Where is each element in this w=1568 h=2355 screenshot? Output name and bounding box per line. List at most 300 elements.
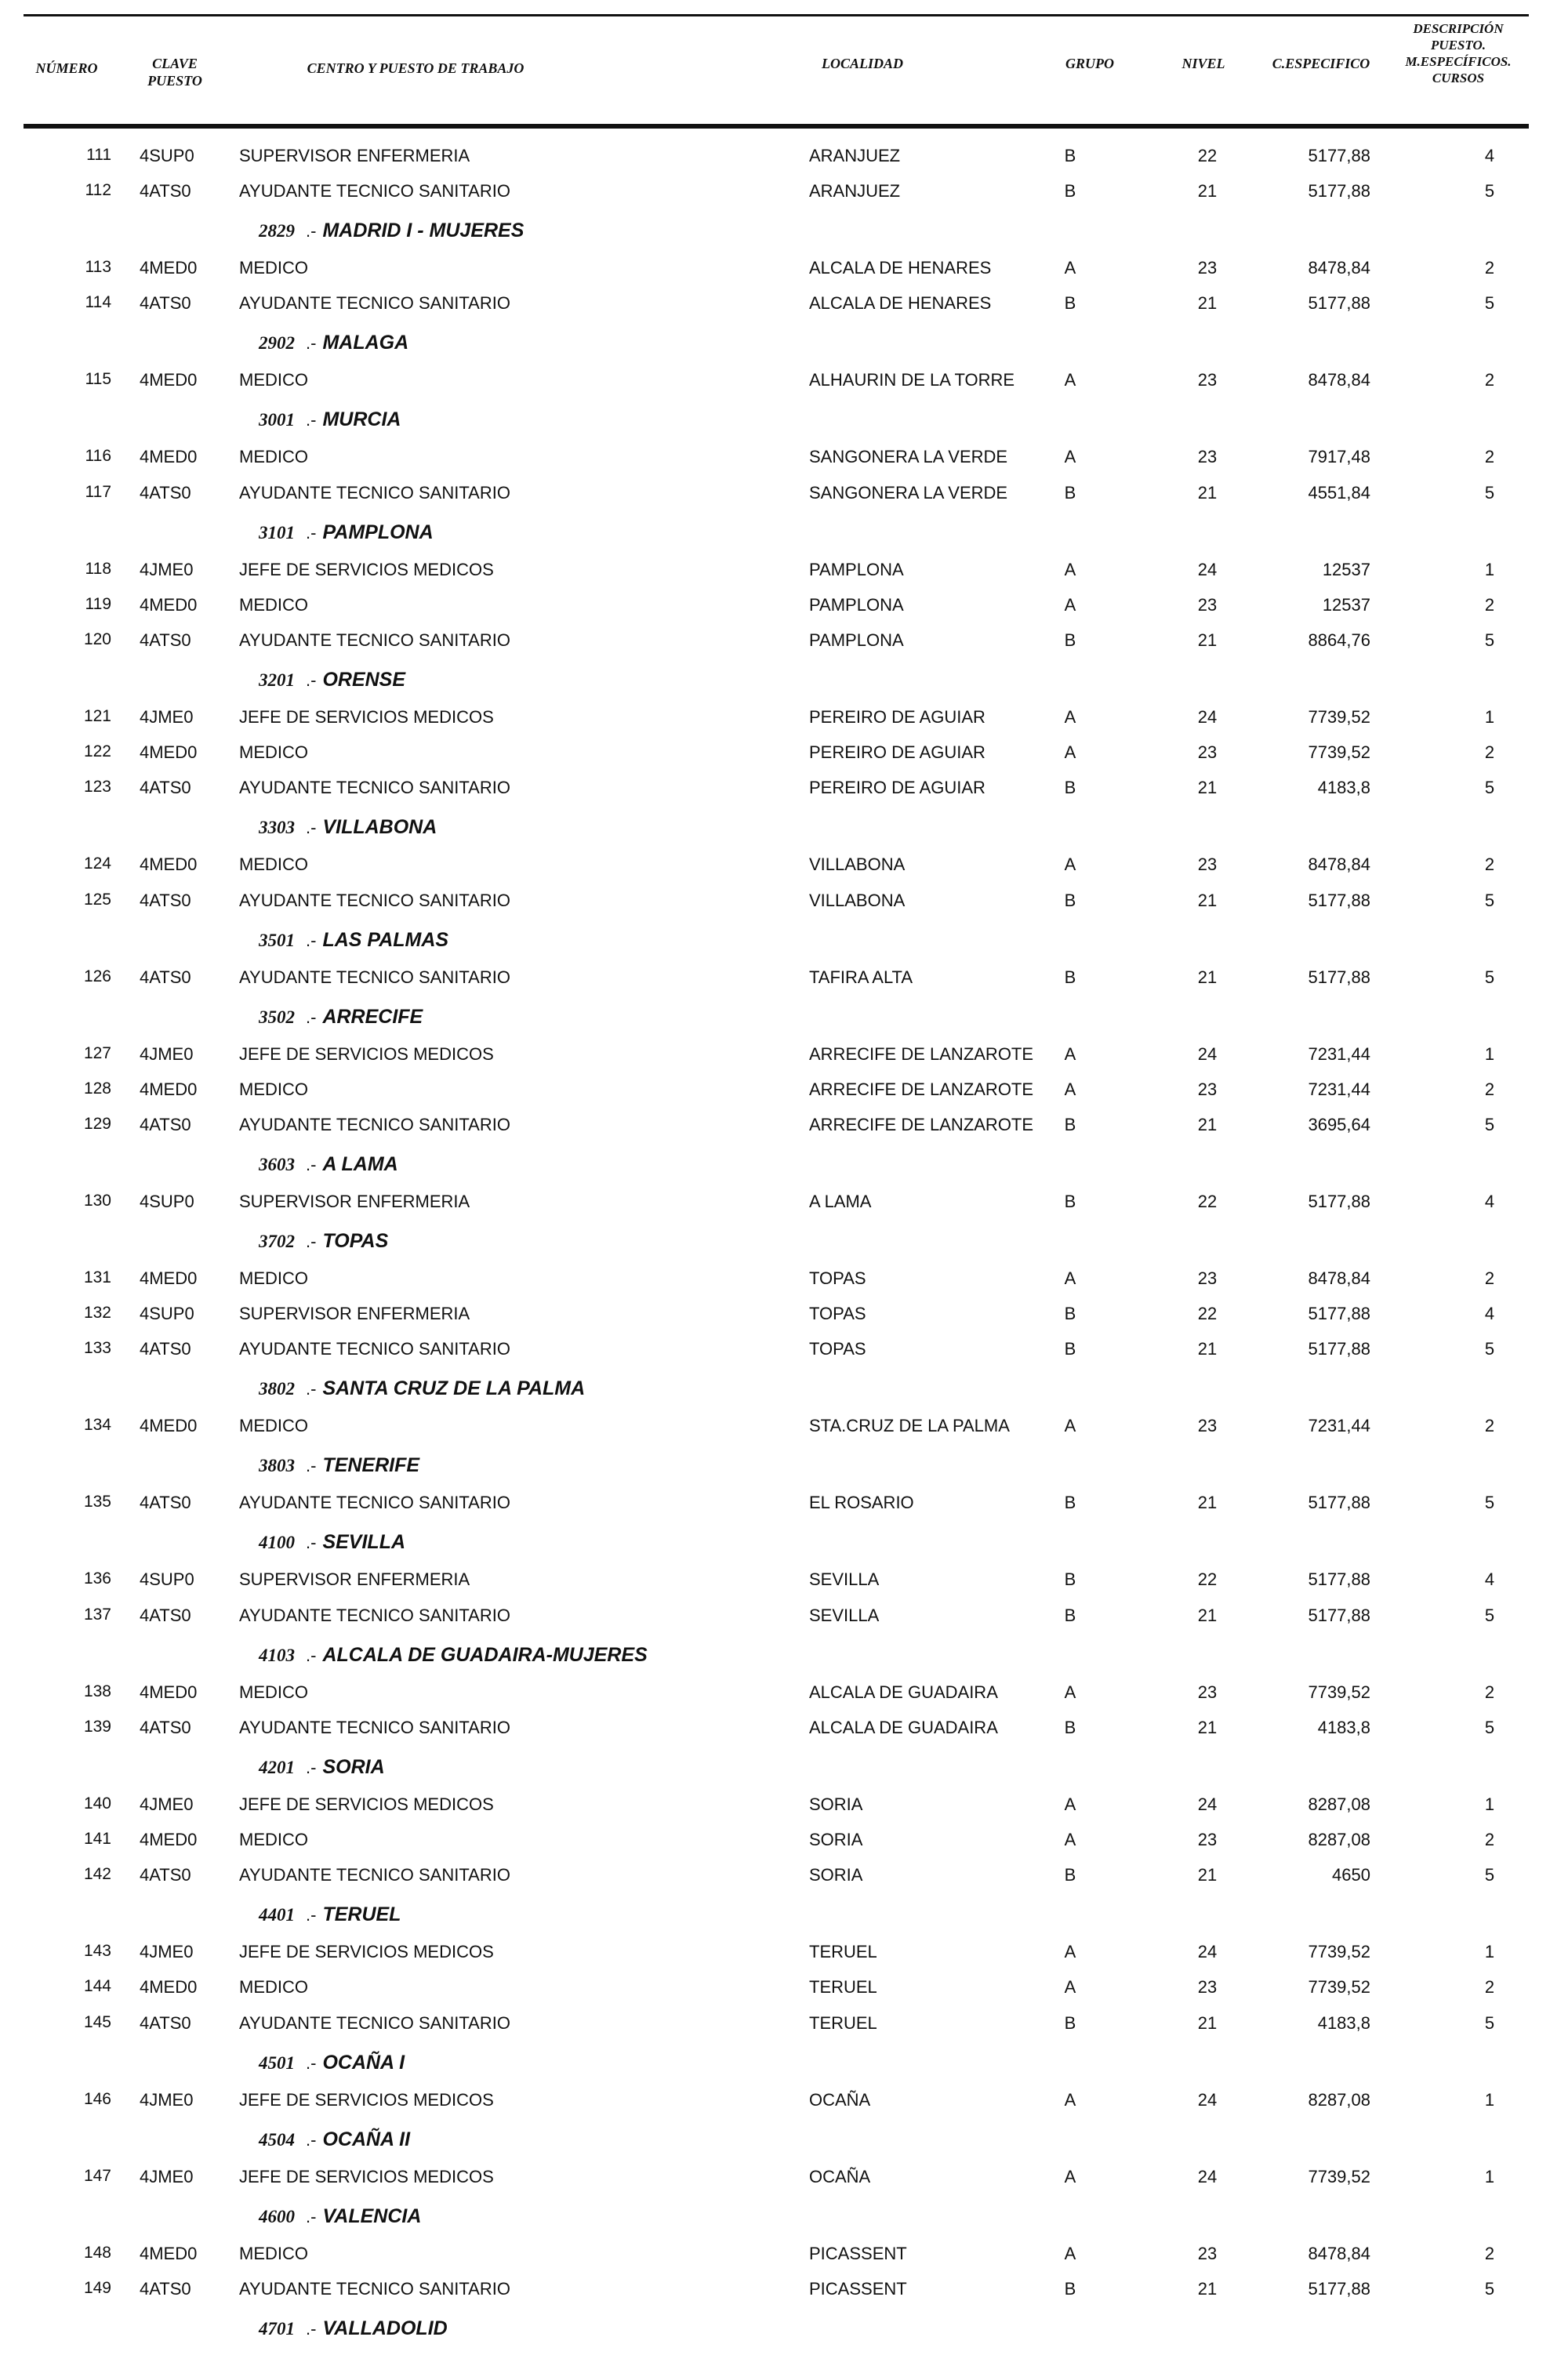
header-desc-line-3: M.ESPECÍFICOS. [1405, 54, 1512, 69]
row-key: 4MED0 [140, 1080, 198, 1099]
row-number: 138 [83, 1682, 111, 1700]
row-level: 21 [1197, 483, 1218, 503]
row-key: 4JME0 [140, 707, 194, 727]
row-job-title: SUPERVISOR ENFERMERIA [239, 1569, 470, 1589]
row-job-title: AYUDANTE TECNICO SANITARIO [239, 778, 510, 797]
section-separator: .- [306, 1758, 317, 1777]
table-row [0, 1493, 1568, 1524]
row-job-title: JEFE DE SERVICIOS MEDICOS [239, 560, 494, 579]
table-row [0, 1115, 1568, 1146]
row-number: 123 [83, 778, 111, 796]
row-key: 4ATS0 [140, 1865, 191, 1885]
table-row [0, 707, 1568, 738]
row-description-code: 2 [1484, 1268, 1495, 1288]
header-desc-line-2: PUESTO. [1430, 38, 1486, 53]
row-level: 23 [1197, 447, 1218, 466]
row-key: 4SUP0 [140, 1304, 194, 1323]
row-key: 4ATS0 [140, 1115, 191, 1134]
row-location: ARANJUEZ [809, 146, 901, 165]
table-row [0, 1942, 1568, 1973]
row-number: 134 [83, 1416, 111, 1434]
section-heading [259, 2205, 421, 2237]
table-row [0, 2279, 1568, 2310]
table-row [0, 855, 1568, 886]
section-name: A LAMA [322, 1153, 398, 1175]
row-group: A [1064, 560, 1076, 579]
row-key: 4SUP0 [140, 1192, 194, 1211]
row-key: 4ATS0 [140, 2279, 191, 2299]
row-number: 114 [85, 293, 111, 311]
row-level: 22 [1197, 1192, 1218, 1211]
row-key: 4MED0 [140, 1830, 198, 1849]
row-group: A [1064, 2090, 1076, 2110]
row-number: 113 [85, 258, 111, 276]
section-separator: .- [306, 221, 317, 241]
row-job-title: AYUDANTE TECNICO SANITARIO [239, 891, 510, 910]
section-heading [259, 1903, 401, 1935]
header-descripcion [1388, 20, 1529, 86]
row-description-code: 1 [1484, 2167, 1495, 2186]
row-group: B [1064, 1865, 1076, 1885]
section-heading [259, 1531, 405, 1562]
row-key: 4MED0 [140, 447, 198, 466]
row-job-title: MEDICO [239, 1682, 308, 1702]
row-job-title: MEDICO [239, 1416, 308, 1435]
row-level: 21 [1197, 1493, 1218, 1512]
row-job-title: MEDICO [239, 1977, 308, 1997]
table-row [0, 967, 1568, 999]
row-location: SORIA [809, 1794, 863, 1814]
row-number: 116 [85, 447, 111, 465]
row-job-title: MEDICO [239, 1830, 308, 1849]
row-description-code: 5 [1484, 891, 1495, 910]
row-location: OCAÑA [809, 2167, 871, 2186]
row-key: 4MED0 [140, 1682, 198, 1702]
row-location: VILLABONA [809, 891, 906, 910]
table-row [0, 181, 1568, 212]
row-description-code: 2 [1484, 1080, 1495, 1099]
row-description-code: 2 [1484, 1830, 1495, 1849]
row-key: 4ATS0 [140, 2013, 191, 2033]
row-number: 127 [83, 1044, 111, 1062]
header-numero: NÚMERO [35, 60, 98, 76]
row-group: A [1064, 742, 1076, 762]
row-job-title: AYUDANTE TECNICO SANITARIO [239, 1493, 510, 1512]
section-code: 4201 [259, 1758, 295, 1777]
row-group: A [1064, 1794, 1076, 1814]
row-group: B [1064, 967, 1076, 987]
section-code: 4103 [259, 1646, 295, 1665]
row-job-title: MEDICO [239, 1080, 308, 1099]
row-location: STA.CRUZ DE LA PALMA [809, 1416, 1010, 1435]
row-specific-amount: 4183,8 [1317, 2013, 1370, 2033]
row-description-code: 1 [1484, 707, 1495, 727]
row-level: 21 [1197, 1606, 1218, 1625]
header-clave: CLAVE [152, 56, 198, 71]
row-job-title: AYUDANTE TECNICO SANITARIO [239, 1865, 510, 1885]
row-number: 135 [83, 1493, 111, 1511]
section-separator: .- [306, 670, 317, 690]
row-key: 4MED0 [140, 1416, 198, 1435]
row-level: 24 [1197, 2167, 1218, 2186]
row-key: 4ATS0 [140, 1606, 191, 1625]
row-description-code: 2 [1484, 2244, 1495, 2263]
table-row [0, 2167, 1568, 2198]
row-location: ARRECIFE DE LANZAROTE [809, 1044, 1034, 1064]
row-description-code: 5 [1484, 2013, 1495, 2033]
section-heading [259, 2052, 405, 2083]
row-level: 23 [1197, 2244, 1218, 2263]
row-number: 144 [83, 1977, 111, 1995]
row-key: 4MED0 [140, 1268, 198, 1288]
row-level: 23 [1197, 370, 1218, 390]
row-job-title: SUPERVISOR ENFERMERIA [239, 1304, 470, 1323]
row-job-title: JEFE DE SERVICIOS MEDICOS [239, 1044, 494, 1064]
row-specific-amount: 4650 [1332, 1865, 1370, 1885]
row-specific-amount: 8287,08 [1308, 1794, 1370, 1814]
row-specific-amount: 5177,88 [1308, 1304, 1370, 1323]
row-location: ALCALA DE GUADAIRA [809, 1718, 998, 1737]
section-code: 4701 [259, 2319, 295, 2339]
row-key: 4ATS0 [140, 1339, 191, 1359]
row-description-code: 4 [1484, 146, 1495, 165]
row-level: 21 [1197, 181, 1218, 201]
row-number: 146 [83, 2090, 111, 2108]
row-location: SORIA [809, 1865, 863, 1885]
section-name: ORENSE [322, 669, 406, 691]
section-name: MALAGA [322, 332, 409, 354]
section-code: 3201 [259, 670, 295, 690]
row-number: 130 [83, 1192, 111, 1210]
row-specific-amount: 12537 [1322, 560, 1370, 579]
row-location: PAMPLONA [809, 595, 904, 615]
row-number: 133 [83, 1339, 111, 1357]
row-key: 4ATS0 [140, 181, 191, 201]
section-code: 4501 [259, 2053, 295, 2073]
row-description-code: 2 [1484, 1682, 1495, 1702]
section-name: SANTA CRUZ DE LA PALMA [322, 1377, 586, 1399]
row-location: ARANJUEZ [809, 181, 901, 201]
row-job-title: SUPERVISOR ENFERMERIA [239, 146, 470, 165]
section-code: 2902 [259, 333, 295, 353]
table-row [0, 1865, 1568, 1896]
table-row [0, 891, 1568, 922]
row-specific-amount: 4183,8 [1317, 778, 1370, 797]
row-location: TOPAS [809, 1268, 866, 1288]
row-location: PEREIRO DE AGUIAR [809, 778, 985, 797]
row-group: B [1064, 181, 1076, 201]
row-group: B [1064, 293, 1076, 313]
row-location: TAFIRA ALTA [809, 967, 913, 987]
row-job-title: MEDICO [239, 1268, 308, 1288]
section-separator: .- [306, 818, 317, 837]
row-location: OCAÑA [809, 2090, 871, 2110]
row-number: 139 [83, 1718, 111, 1736]
row-description-code: 5 [1484, 967, 1495, 987]
header-bottom-rule [24, 124, 1529, 129]
row-number: 117 [85, 483, 111, 501]
table-row [0, 447, 1568, 478]
section-code: 3101 [259, 523, 295, 542]
table-row [0, 146, 1568, 177]
row-description-code: 1 [1484, 1942, 1495, 1961]
row-location: SANGONERA LA VERDE [809, 483, 1008, 503]
row-description-code: 5 [1484, 1493, 1495, 1512]
section-separator: .- [306, 410, 317, 430]
row-job-title: AYUDANTE TECNICO SANITARIO [239, 967, 510, 987]
row-location: TOPAS [809, 1339, 866, 1359]
row-specific-amount: 7231,44 [1308, 1044, 1370, 1064]
row-key: 4MED0 [140, 2244, 198, 2263]
row-location: EL ROSARIO [809, 1493, 914, 1512]
row-key: 4MED0 [140, 595, 198, 615]
row-level: 21 [1197, 630, 1218, 650]
row-location: ALCALA DE HENARES [809, 258, 992, 278]
header-clave-puesto [132, 55, 218, 89]
section-name: TOPAS [322, 1230, 389, 1252]
row-specific-amount: 8287,08 [1308, 2090, 1370, 2110]
row-job-title: MEDICO [239, 447, 308, 466]
row-description-code: 2 [1484, 258, 1495, 278]
row-group: B [1064, 1493, 1076, 1512]
row-number: 112 [85, 181, 111, 199]
section-code: 3502 [259, 1007, 295, 1027]
header-top-rule [24, 14, 1529, 16]
section-heading [259, 521, 434, 553]
row-specific-amount: 5177,88 [1308, 181, 1370, 201]
row-group: A [1064, 1268, 1076, 1288]
row-level: 23 [1197, 258, 1218, 278]
section-name: SORIA [322, 1756, 385, 1778]
row-location: SORIA [809, 1830, 863, 1849]
row-job-title: AYUDANTE TECNICO SANITARIO [239, 2279, 510, 2299]
table-row [0, 258, 1568, 289]
row-group: B [1064, 1304, 1076, 1323]
row-job-title: AYUDANTE TECNICO SANITARIO [239, 181, 510, 201]
row-job-title: JEFE DE SERVICIOS MEDICOS [239, 2167, 494, 2186]
row-job-title: JEFE DE SERVICIOS MEDICOS [239, 707, 494, 727]
row-number: 141 [83, 1830, 111, 1848]
row-key: 4JME0 [140, 2167, 194, 2186]
row-number: 128 [83, 1080, 111, 1098]
row-level: 21 [1197, 891, 1218, 910]
row-key: 4SUP0 [140, 146, 194, 165]
row-job-title: MEDICO [239, 595, 308, 615]
row-description-code: 1 [1484, 2090, 1495, 2110]
row-group: B [1064, 2013, 1076, 2033]
table-row [0, 1304, 1568, 1335]
row-level: 23 [1197, 1977, 1218, 1997]
row-location: SEVILLA [809, 1606, 880, 1625]
row-location: ALCALA DE GUADAIRA [809, 1682, 998, 1702]
section-heading [259, 1644, 648, 1675]
row-specific-amount: 8478,84 [1308, 2244, 1370, 2263]
row-specific-amount: 7739,52 [1308, 707, 1370, 727]
row-location: ALHAURIN DE LA TORRE [809, 370, 1015, 390]
table-row [0, 742, 1568, 774]
section-separator: .- [306, 2130, 317, 2150]
row-key: 4ATS0 [140, 483, 191, 503]
section-heading [259, 220, 524, 251]
row-group: B [1064, 1339, 1076, 1359]
section-code: 3501 [259, 931, 295, 950]
header-nivel: NIVEL [1181, 56, 1225, 71]
row-level: 22 [1197, 1569, 1218, 1589]
row-level: 23 [1197, 855, 1218, 874]
row-description-code: 2 [1484, 370, 1495, 390]
section-code: 3702 [259, 1232, 295, 1251]
row-number: 125 [83, 891, 111, 909]
row-level: 21 [1197, 1718, 1218, 1737]
row-key: 4ATS0 [140, 1493, 191, 1512]
row-number: 142 [83, 1865, 111, 1883]
row-specific-amount: 5177,88 [1308, 293, 1370, 313]
section-separator: .- [306, 2053, 317, 2073]
section-separator: .- [306, 333, 317, 353]
table-row [0, 1569, 1568, 1601]
row-location: TERUEL [809, 2013, 877, 2033]
section-code: 4504 [259, 2130, 295, 2150]
row-specific-amount: 8287,08 [1308, 1830, 1370, 1849]
row-description-code: 1 [1484, 1794, 1495, 1814]
row-number: 124 [83, 855, 111, 873]
row-group: B [1064, 483, 1076, 503]
row-description-code: 5 [1484, 1718, 1495, 1737]
section-heading [259, 669, 405, 700]
row-job-title: AYUDANTE TECNICO SANITARIO [239, 293, 510, 313]
row-group: B [1064, 146, 1076, 165]
row-specific-amount: 8478,84 [1308, 370, 1370, 390]
section-separator: .- [306, 1007, 317, 1027]
table-row [0, 778, 1568, 809]
section-heading [259, 332, 408, 363]
section-name: SEVILLA [322, 1531, 406, 1553]
row-specific-amount: 5177,88 [1308, 1339, 1370, 1359]
section-heading [259, 1006, 423, 1037]
section-heading [259, 1377, 585, 1409]
row-specific-amount: 5177,88 [1308, 2279, 1370, 2299]
table-row [0, 595, 1568, 626]
section-code: 4600 [259, 2207, 295, 2226]
row-number: 118 [85, 560, 111, 578]
section-separator: .- [306, 1456, 317, 1475]
row-number: 121 [83, 707, 111, 725]
row-specific-amount: 5177,88 [1308, 146, 1370, 165]
table-row [0, 370, 1568, 401]
row-description-code: 2 [1484, 595, 1495, 615]
row-location: ARRECIFE DE LANZAROTE [809, 1080, 1034, 1099]
row-description-code: 5 [1484, 483, 1495, 503]
row-key: 4ATS0 [140, 1718, 191, 1737]
section-heading [259, 1230, 388, 1261]
row-specific-amount: 8478,84 [1308, 855, 1370, 874]
row-level: 21 [1197, 2279, 1218, 2299]
row-description-code: 1 [1484, 1044, 1495, 1064]
row-number: 131 [83, 1268, 111, 1286]
row-location: PAMPLONA [809, 630, 904, 650]
row-job-title: MEDICO [239, 258, 308, 278]
row-group: A [1064, 2244, 1076, 2263]
row-specific-amount: 7231,44 [1308, 1080, 1370, 1099]
section-heading [259, 1153, 398, 1185]
header-puesto: PUESTO [147, 73, 202, 89]
row-level: 22 [1197, 1304, 1218, 1323]
row-description-code: 2 [1484, 742, 1495, 762]
section-name: VILLABONA [322, 816, 437, 838]
row-job-title: AYUDANTE TECNICO SANITARIO [239, 630, 510, 650]
row-group: B [1064, 1192, 1076, 1211]
row-key: 4SUP0 [140, 1569, 194, 1589]
row-number: 136 [83, 1569, 111, 1588]
row-number: 145 [83, 2013, 111, 2031]
row-location: PAMPLONA [809, 560, 904, 579]
section-name: VALENCIA [322, 2205, 422, 2227]
header-especifico: C.ESPECIFICO [1272, 56, 1370, 71]
row-key: 4ATS0 [140, 967, 191, 987]
row-key: 4ATS0 [140, 630, 191, 650]
section-name: TERUEL [322, 1903, 401, 1925]
section-code: 4401 [259, 1905, 295, 1925]
table-row [0, 2013, 1568, 2045]
row-specific-amount: 7231,44 [1308, 1416, 1370, 1435]
row-level: 21 [1197, 1339, 1218, 1359]
row-level: 22 [1197, 146, 1218, 165]
row-level: 21 [1197, 293, 1218, 313]
row-specific-amount: 5177,88 [1308, 967, 1370, 987]
row-job-title: JEFE DE SERVICIOS MEDICOS [239, 1942, 494, 1961]
row-group: B [1064, 1718, 1076, 1737]
section-separator: .- [306, 1155, 317, 1174]
row-description-code: 5 [1484, 1115, 1495, 1134]
header-centro: CENTRO Y PUESTO DE TRABAJO [307, 60, 524, 76]
row-description-code: 5 [1484, 1606, 1495, 1625]
row-description-code: 5 [1484, 293, 1495, 313]
row-group: A [1064, 447, 1076, 466]
section-name: ARRECIFE [322, 1006, 423, 1028]
row-level: 23 [1197, 1416, 1218, 1435]
section-separator: .- [306, 931, 317, 950]
row-number: 119 [85, 595, 111, 613]
section-code: 3603 [259, 1155, 295, 1174]
row-group: A [1064, 1830, 1076, 1849]
table-row [0, 293, 1568, 325]
row-group: A [1064, 1416, 1076, 1435]
row-location: PICASSENT [809, 2279, 907, 2299]
row-key: 4JME0 [140, 1794, 194, 1814]
section-heading [259, 1454, 419, 1486]
row-job-title: AYUDANTE TECNICO SANITARIO [239, 1606, 510, 1625]
section-name: ALCALA DE GUADAIRA-MUJERES [322, 1644, 648, 1666]
section-heading [259, 1756, 385, 1787]
row-job-title: AYUDANTE TECNICO SANITARIO [239, 1339, 510, 1359]
row-key: 4JME0 [140, 560, 194, 579]
table-row [0, 483, 1568, 514]
row-description-code: 5 [1484, 2279, 1495, 2299]
row-level: 23 [1197, 1830, 1218, 1849]
row-specific-amount: 8478,84 [1308, 1268, 1370, 1288]
row-key: 4MED0 [140, 742, 198, 762]
row-specific-amount: 7739,52 [1308, 1977, 1370, 1997]
section-code: 4100 [259, 1533, 295, 1552]
row-description-code: 1 [1484, 560, 1495, 579]
row-job-title: SUPERVISOR ENFERMERIA [239, 1192, 470, 1211]
section-code: 3303 [259, 818, 295, 837]
section-separator: .- [306, 1232, 317, 1251]
row-level: 24 [1197, 1794, 1218, 1814]
table-row [0, 1606, 1568, 1637]
row-group: B [1064, 1606, 1076, 1625]
row-specific-amount: 7917,48 [1308, 447, 1370, 466]
